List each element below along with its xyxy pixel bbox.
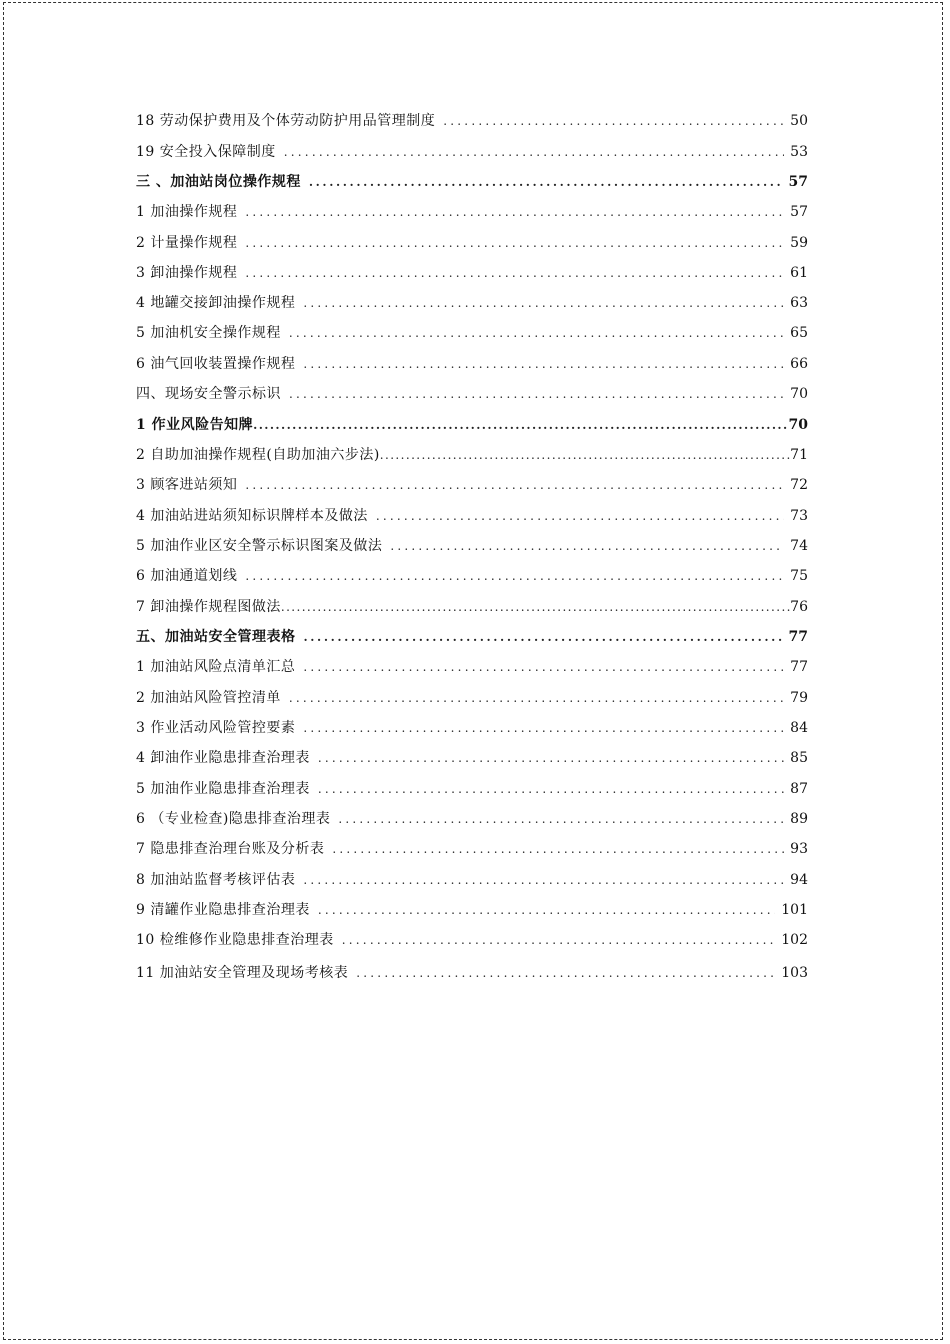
toc-entry-title: 19 安全投入保障制度 <box>136 144 276 160</box>
toc-dot-leader <box>245 260 784 286</box>
toc-entry-page-number: 85 <box>790 750 808 766</box>
toc-entry-title: 4 卸油作业隐患排查治理表 <box>136 750 310 766</box>
toc-entry-page-number: 76 <box>790 599 808 615</box>
toc-entry-page-number: 74 <box>790 538 808 554</box>
toc-entry[interactable] <box>136 624 808 650</box>
toc-entry[interactable] <box>136 139 808 165</box>
toc-entry-title: 11 加油站安全管理及现场考核表 <box>136 965 349 981</box>
toc-entry[interactable] <box>136 806 808 832</box>
toc-dot-leader <box>376 503 784 529</box>
toc-entry[interactable] <box>136 867 808 893</box>
toc-entry-page-number: 102 <box>781 932 808 948</box>
toc-entry-page-number: 75 <box>790 568 808 584</box>
toc-dot-leader <box>281 594 790 620</box>
toc-entry-title: 6 加油通道划线 <box>136 568 238 584</box>
toc-entry-page-number: 73 <box>790 508 808 524</box>
toc-dot-leader <box>303 867 784 893</box>
toc-entry-page-number: 93 <box>790 841 808 857</box>
toc-entry-title: 7 隐患排查治理台账及分析表 <box>136 841 325 857</box>
toc-dot-leader <box>356 960 775 986</box>
toc-dot-leader <box>380 442 790 468</box>
toc-entry-page-number: 77 <box>790 659 808 675</box>
toc-entry-page-number: 103 <box>781 965 808 981</box>
toc-entry-title: 4 地罐交接卸油操作规程 <box>136 295 296 311</box>
toc-entry-title: 2 计量操作规程 <box>136 235 238 251</box>
toc-entry-title: 5 加油作业隐患排查治理表 <box>136 781 310 797</box>
toc-dot-leader <box>318 745 784 771</box>
toc-entry-title: 2 自助加油操作规程(自助加油六步法) <box>136 447 380 463</box>
toc-entry-page-number: 94 <box>790 872 808 888</box>
toc-dot-leader <box>245 230 784 256</box>
toc-entry-title: 5 加油机安全操作规程 <box>136 325 281 341</box>
toc-entry[interactable] <box>136 927 808 953</box>
toc-entry-page-number: 61 <box>790 265 808 281</box>
toc-entry-page-number: 84 <box>790 720 808 736</box>
toc-entry-title: 1 作业风险告知牌 <box>136 417 254 433</box>
toc-entry-title: 18 劳动保护费用及个体劳动防护用品管理制度 <box>136 113 436 129</box>
toc-entry[interactable] <box>136 230 808 256</box>
toc-entry[interactable] <box>136 715 808 741</box>
toc-entry[interactable] <box>136 563 808 589</box>
toc-entry-title: 1 加油站风险点清单汇总 <box>136 659 296 675</box>
toc-dot-leader <box>318 776 784 802</box>
toc-dot-leader <box>303 715 784 741</box>
toc-dot-leader <box>284 139 784 165</box>
toc-entry-page-number: 59 <box>790 235 808 251</box>
toc-entry[interactable] <box>136 776 808 802</box>
toc-dot-leader <box>289 320 784 346</box>
toc-entry[interactable] <box>136 199 808 225</box>
toc-entry-title: 3 卸油操作规程 <box>136 265 238 281</box>
toc-entry-page-number: 71 <box>790 447 808 463</box>
toc-dot-leader <box>303 654 784 680</box>
toc-entry[interactable] <box>136 745 808 771</box>
toc-dot-leader <box>318 897 775 923</box>
toc-entry-title: 8 加油站监督考核评估表 <box>136 872 296 888</box>
toc-entry-page-number: 77 <box>788 629 808 645</box>
toc-entry[interactable] <box>136 897 808 923</box>
toc-entry-page-number: 57 <box>790 204 808 220</box>
toc-entry-page-number: 66 <box>790 356 808 372</box>
toc-entry-title: 3 顾客进站须知 <box>136 477 238 493</box>
toc-entry-page-number: 72 <box>790 477 808 493</box>
toc-entry-title: 3 作业活动风险管控要素 <box>136 720 296 736</box>
toc-entry-page-number: 70 <box>788 417 808 433</box>
toc-entry-title: 5 加油作业区安全警示标识图案及做法 <box>136 538 383 554</box>
toc-dot-leader <box>245 563 784 589</box>
toc-entry[interactable] <box>136 503 808 529</box>
toc-entry-title: 9 清罐作业隐患排查治理表 <box>136 902 310 918</box>
toc-entry[interactable] <box>136 654 808 680</box>
toc-dot-leader <box>304 624 783 650</box>
toc-entry-title: 1 加油操作规程 <box>136 204 238 220</box>
toc-entry[interactable] <box>136 472 808 498</box>
toc-entry[interactable] <box>136 442 808 468</box>
toc-entry-page-number: 89 <box>790 811 808 827</box>
toc-entry[interactable] <box>136 169 808 195</box>
toc-entry[interactable] <box>136 836 808 862</box>
toc-entry-page-number: 70 <box>790 386 808 402</box>
toc-entry-title: 10 检维修作业隐患排查治理表 <box>136 932 334 948</box>
toc-entry-title: 四、现场安全警示标识 <box>136 386 281 402</box>
toc-entry-title: 2 加油站风险管控清单 <box>136 690 281 706</box>
toc-entry-page-number: 50 <box>790 113 808 129</box>
toc-entry-page-number: 101 <box>781 902 808 918</box>
toc-entry-page-number: 53 <box>790 144 808 160</box>
toc-entry-page-number: 63 <box>790 295 808 311</box>
toc-entry[interactable] <box>136 412 808 438</box>
toc-dot-leader <box>303 290 784 316</box>
toc-entry-page-number: 87 <box>790 781 808 797</box>
toc-entry[interactable] <box>136 960 808 986</box>
toc-entry[interactable] <box>136 351 808 377</box>
toc-dot-leader <box>253 412 788 438</box>
toc-dot-leader <box>303 351 784 377</box>
toc-dot-leader <box>332 836 784 862</box>
toc-entry[interactable] <box>136 533 808 559</box>
toc-entry-page-number: 65 <box>790 325 808 341</box>
toc-entry-title: 6 油气回收装置操作规程 <box>136 356 296 372</box>
toc-dot-leader <box>245 472 784 498</box>
toc-entry-title: 7 卸油操作规程图做法 <box>136 599 281 615</box>
toc-entry[interactable] <box>136 108 808 134</box>
toc-dot-leader <box>309 169 783 195</box>
toc-entry[interactable] <box>136 290 808 316</box>
toc-entry[interactable] <box>136 685 808 711</box>
toc-dot-leader <box>338 806 784 832</box>
toc-entry[interactable] <box>136 594 808 620</box>
toc-dot-leader <box>342 927 776 953</box>
toc-entry-title: 6 （专业检查)隐患排查治理表 <box>136 811 331 827</box>
toc-entry-title: 五、加油站安全管理表格 <box>136 629 296 645</box>
toc-dot-leader <box>289 685 784 711</box>
toc-dot-leader <box>289 381 784 407</box>
toc-entry[interactable] <box>136 260 808 286</box>
toc-entry-page-number: 57 <box>788 174 808 190</box>
toc-dot-leader <box>390 533 784 559</box>
toc-entry-page-number: 79 <box>790 690 808 706</box>
toc-entry-title: 4 加油站进站须知标识牌样本及做法 <box>136 508 368 524</box>
toc-dot-leader <box>443 108 784 134</box>
toc-entry[interactable] <box>136 381 808 407</box>
toc-dot-leader <box>245 199 784 225</box>
toc-entry[interactable] <box>136 320 808 346</box>
toc-entry-title: 三 、加油站岗位操作规程 <box>136 174 301 190</box>
